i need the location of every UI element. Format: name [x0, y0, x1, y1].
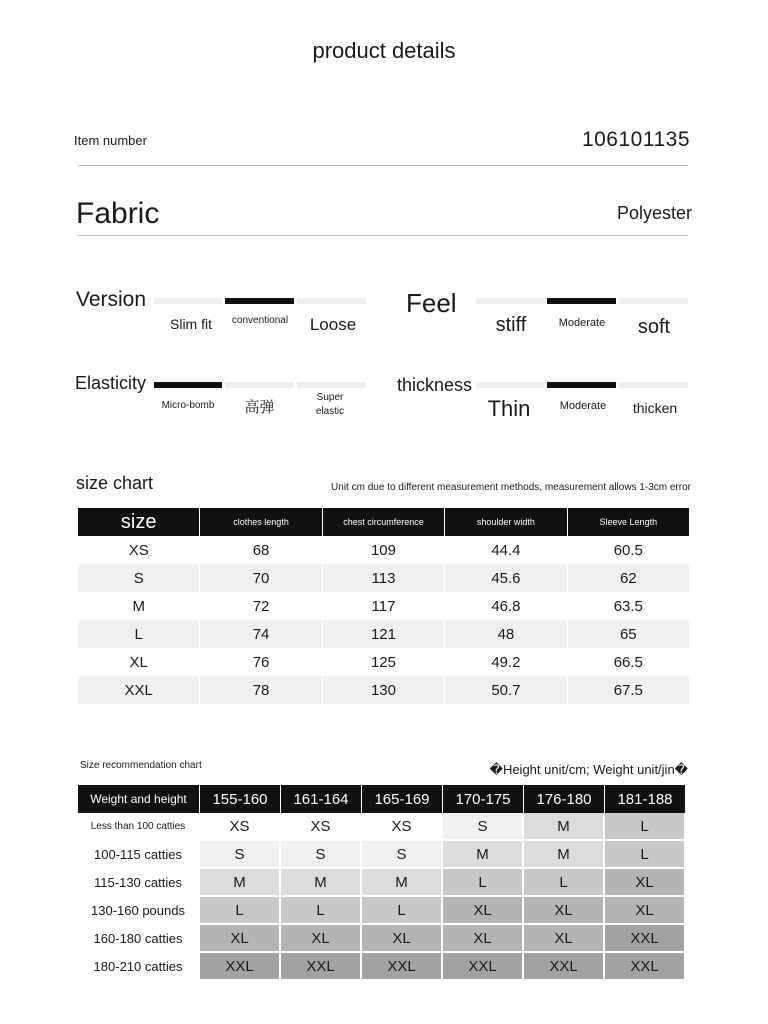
recommended-size-cell: L	[200, 897, 281, 925]
recommended-size-cell: XL	[200, 925, 281, 953]
recommended-size-cell: M	[524, 841, 605, 869]
item-number-value: 106101135	[581, 128, 690, 151]
size-recommendation-row	[78, 897, 686, 925]
measurement-cell: 74	[200, 620, 322, 648]
thickness-scale-segment-2	[547, 382, 616, 388]
elasticity-scale-segment-1	[154, 382, 222, 388]
size-recommendation-row	[78, 813, 686, 841]
elasticity-option: Micro-bomb	[161, 400, 215, 411]
weight-range-label: 130-160 pounds	[78, 897, 200, 925]
height-range-header: 165-169	[362, 785, 443, 813]
recommended-size-cell: S	[443, 813, 524, 841]
recommended-size-cell: XXL	[362, 953, 443, 981]
thickness-label: thickness	[397, 375, 473, 395]
size-chart-title: size chart	[76, 473, 154, 493]
recommended-size-cell: XXL	[200, 953, 281, 981]
recommended-size-cell: M	[200, 869, 281, 897]
chest-circumference-header: chest circumference	[323, 508, 446, 536]
measurement-cell: 60.5	[568, 536, 690, 564]
recommended-size-cell: M	[524, 813, 605, 841]
recommended-size-cell: S	[362, 841, 443, 869]
recommended-size-cell: S	[281, 841, 362, 869]
recommended-size-cell: XXL	[281, 953, 362, 981]
feel-option: Moderate	[558, 317, 606, 329]
measurement-cell: 62	[568, 564, 690, 592]
elasticity-label: Elasticity	[75, 373, 147, 393]
recommended-size-cell: XXL	[605, 925, 686, 953]
page-title: product details	[312, 38, 456, 63]
clothes-length-header: clothes length	[200, 508, 322, 536]
measurement-cell: 117	[323, 592, 446, 620]
thickness-scale-segment-3	[619, 382, 688, 388]
measurement-cell: 72	[200, 592, 322, 620]
recommended-size-cell: M	[362, 869, 443, 897]
version-scale-segment-3	[297, 298, 366, 304]
feel-scale-segment-3	[619, 298, 688, 304]
size-chart-row	[78, 592, 690, 620]
elasticity-option: Super elastic	[315, 392, 345, 417]
shoulder-width-header: shoulder width	[445, 508, 567, 536]
recommended-size-cell: L	[524, 869, 605, 897]
recommended-size-cell: XS	[281, 813, 362, 841]
recommended-size-cell: XXL	[605, 953, 686, 981]
measurement-cell: 48	[445, 620, 567, 648]
recommended-size-cell: S	[200, 841, 281, 869]
recommended-size-cell: XXL	[524, 953, 605, 981]
weight-range-label: 115-130 catties	[78, 869, 200, 897]
recommended-size-cell: M	[281, 869, 362, 897]
measurement-cell: 130	[323, 676, 446, 704]
weight-range-label: 180-210 catties	[78, 953, 200, 981]
version-scale-segment-1	[154, 298, 222, 304]
fabric-label: Fabric	[76, 197, 160, 230]
measurement-cell: 67.5	[568, 676, 690, 704]
elasticity-scale-segment-2	[225, 382, 294, 388]
measurement-cell: 63.5	[568, 592, 690, 620]
divider	[78, 235, 688, 236]
recommended-size-cell: XL	[362, 925, 443, 953]
thickness-option: thicken	[632, 400, 678, 416]
measurement-cell: 78	[200, 676, 322, 704]
elasticity-scale-segment-3	[297, 382, 366, 388]
recommended-size-cell: XL	[281, 925, 362, 953]
size-chart-header-row	[78, 508, 690, 536]
thickness-option: Thin	[487, 396, 531, 421]
version-option: conventional	[231, 315, 289, 326]
height-range-header: 161-164	[281, 785, 362, 813]
measurement-cell: 76	[200, 648, 322, 676]
height-range-header: 176-180	[524, 785, 605, 813]
recommended-size-cell: L	[605, 813, 686, 841]
recommended-size-cell: XS	[362, 813, 443, 841]
measurement-cell: 45.6	[445, 564, 567, 592]
size-cell: M	[78, 592, 200, 620]
thickness-option: Moderate	[559, 400, 607, 412]
feel-scale-segment-1	[476, 298, 544, 304]
version-scale-segment-2	[225, 298, 294, 304]
weight-range-label: 100-115 catties	[78, 841, 200, 869]
version-label: Version	[76, 288, 147, 311]
elasticity-option: 高弹	[244, 399, 275, 416]
size-chart-row	[78, 536, 690, 564]
size-cell: S	[78, 564, 200, 592]
size-recommendation-table	[78, 785, 686, 981]
recommended-size-cell: XL	[524, 925, 605, 953]
feel-option: stiff	[495, 314, 527, 336]
height-range-header: 170-175	[443, 785, 524, 813]
recommended-size-cell: XXL	[443, 953, 524, 981]
weight-range-label: 160-180 catties	[78, 925, 200, 953]
size-recommendation-row	[78, 925, 686, 953]
measurement-cell: 50.7	[445, 676, 567, 704]
recommended-size-cell: XL	[443, 897, 524, 925]
version-option: Loose	[309, 315, 357, 334]
recommended-size-cell: M	[443, 841, 524, 869]
measurement-cell: 121	[323, 620, 446, 648]
size-chart-row	[78, 620, 690, 648]
recommended-size-cell: L	[443, 869, 524, 897]
measurement-cell: 46.8	[445, 592, 567, 620]
height-range-header: 155-160	[200, 785, 281, 813]
size-chart-row	[78, 676, 690, 704]
item-number-label: Item number	[74, 133, 147, 148]
recommended-size-cell: XS	[200, 813, 281, 841]
size-recommendation-row	[78, 841, 686, 869]
height-range-header: 181-188	[605, 785, 686, 813]
size-recommendation-row	[78, 953, 686, 981]
recommended-size-cell: XL	[605, 897, 686, 925]
recommended-size-cell: XL	[443, 925, 524, 953]
measurement-cell: 70	[200, 564, 322, 592]
measurement-cell: 66.5	[568, 648, 690, 676]
measurement-cell: 44.4	[445, 536, 567, 564]
size-cell: L	[78, 620, 200, 648]
measurement-cell: 125	[323, 648, 446, 676]
size-cell: XL	[78, 648, 200, 676]
measurement-cell: 113	[323, 564, 446, 592]
weight-range-label: Less than 100 catties	[78, 813, 200, 841]
size-recommendation-note: �Height unit/cm; Weight unit/jin�	[489, 762, 688, 777]
weight-height-corner: Weight and height	[78, 785, 200, 813]
size-chart-row	[78, 564, 690, 592]
size-cell: XS	[78, 536, 200, 564]
recommended-size-cell: XL	[605, 869, 686, 897]
recommended-size-cell: L	[605, 841, 686, 869]
size-recommendation-row	[78, 869, 686, 897]
measurement-cell: 68	[200, 536, 322, 564]
size-recommendation-title: Size recommendation chart	[80, 760, 202, 771]
measurement-cell: 109	[323, 536, 446, 564]
size-chart-row	[78, 648, 690, 676]
feel-label: Feel	[406, 288, 457, 318]
size-recommendation-header-row	[78, 785, 686, 813]
measurement-cell: 49.2	[445, 648, 567, 676]
fabric-value: Polyester	[616, 203, 692, 223]
size-cell: XXL	[78, 676, 200, 704]
size-chart-table	[78, 508, 690, 704]
recommended-size-cell: L	[281, 897, 362, 925]
size-chart-note: Unit cm due to different measurement methods, measurement allows 1-3cm error	[331, 482, 691, 493]
feel-scale-segment-2	[547, 298, 616, 304]
version-option: Slim fit	[170, 316, 212, 332]
size-header: size	[78, 508, 200, 536]
divider	[78, 165, 688, 166]
feel-option: soft	[637, 316, 671, 338]
sleeve-length-header: Sleeve Length	[568, 508, 690, 536]
thickness-scale-segment-1	[476, 382, 544, 388]
measurement-cell: 65	[568, 620, 690, 648]
recommended-size-cell: XL	[524, 897, 605, 925]
recommended-size-cell: L	[362, 897, 443, 925]
